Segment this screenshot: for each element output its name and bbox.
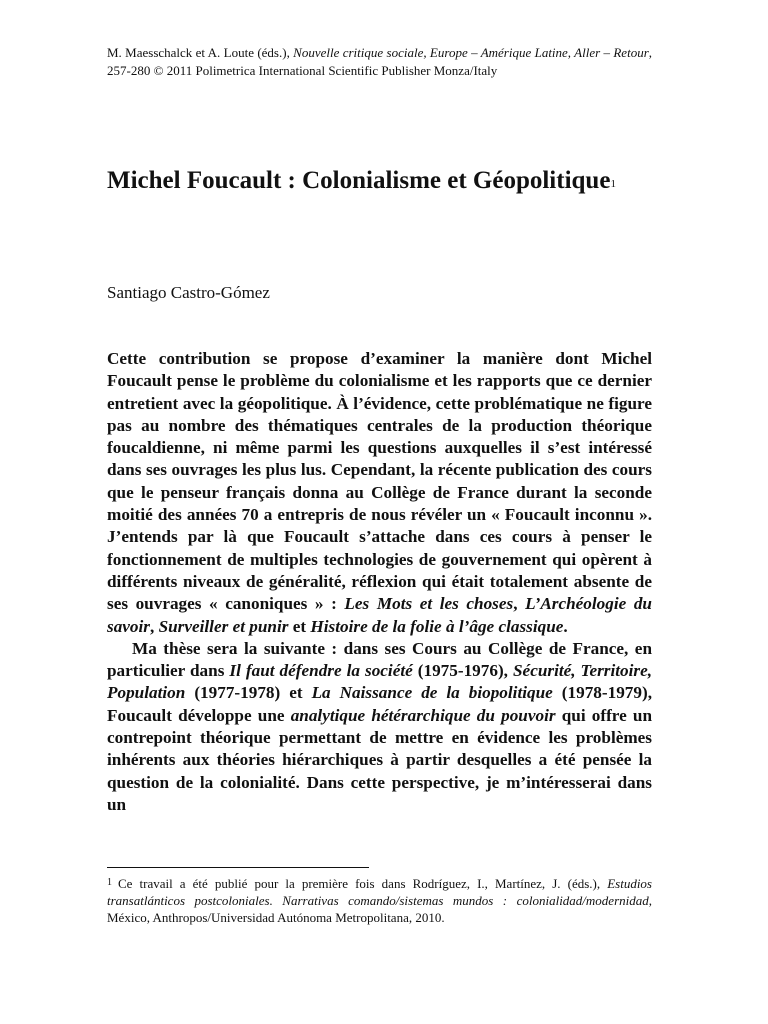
italic-title: Surveiller et punir	[158, 616, 289, 636]
text-run: ,	[149, 616, 159, 636]
text-run: .	[563, 616, 568, 636]
text-run: Cette contribution se propose d’examiner la manière dont Michel Foucault pense le problème du colonialisme et les rapports que ce dernier entretient avec la géopolitique. À l’évidence, cette problématique ne figure pas au nombre des thématiques centrales de la production théorique foucaldienne, ni même parmi les questions auxquelles il s’est intéressé dans ses ouvrages les plus lus. Cependant, la récente publication des cours que le penseur français donna au Collège de France durant la seconde moitié des années 70 a entrepris de nous révéler un « Foucault inconnu ». J’entends par là que Foucault s’attache dans ces cours à penser le fonctionnement de multiples technologies de gouvernement qui opèrent à différents niveaux de généralité, réflexion qui était totalement absente de ses ouvrages « canoniques » :	[107, 349, 652, 614]
paragraph-1	[107, 348, 652, 638]
footnote-1	[107, 875, 652, 926]
article-body	[107, 348, 652, 816]
footnote-divider	[107, 867, 369, 868]
text-run: Ma thèse sera la suivante : dans ses Cours au Collège de France, en particulier dans	[107, 638, 652, 681]
citation-header	[107, 44, 652, 80]
italic-title: Les Mots et les choses	[344, 594, 514, 614]
italic-title: Sécurité, Territoire, Population	[107, 661, 653, 703]
citation-publisher: , 257-280 © 2011 Polimetrica International Scientific Publisher Monza/Italy	[107, 45, 653, 78]
text-run: (1975-1976),	[412, 661, 513, 681]
footnote-mark: 1	[107, 877, 112, 888]
text-run: qui offre un contrepoint théorique permettant de mettre en évidence les problèmes inhérents aux théories hiérarchiques à partir desquelles a été pensée la question de la colonialité. Dans cette perspective, je m’intéresserai dans un	[107, 705, 653, 814]
article-title-text: Michel Foucault : Colonialisme et Géopolitique	[107, 167, 611, 194]
citation-book-title: Nouvelle critique sociale, Europe – Amérique Latine, Aller – Retour	[293, 45, 649, 60]
footnote-text: Ce travail a été publié pour la première fois dans Rodríguez, I., Martínez, J. (éds.),	[118, 876, 608, 891]
footnote-text: , México, Anthropos/Universidad Autónoma Metropolitana, 2010.	[107, 893, 652, 925]
footnote-italic-title: Estudios transatlánticos postcoloniales. Narrativas comando/sistemas mundos : colonialidad/modernidad	[107, 876, 652, 908]
italic-title: La Naissance de la biopolitique	[311, 683, 553, 703]
italic-title: Il faut défendre la société	[229, 661, 413, 681]
text-run: et	[288, 616, 311, 636]
article-author: Santiago Castro-Gómez	[107, 283, 270, 302]
text-run: (1977-1978) et	[185, 683, 312, 703]
article-title	[107, 165, 652, 197]
italic-term: analytique hétérarchique du pouvoir	[290, 705, 556, 725]
italic-title: L’Archéologie du savoir	[107, 594, 652, 636]
citation-authors: M. Maesschalck et A. Loute (éds.),	[107, 45, 294, 60]
text-run: ,	[513, 594, 526, 614]
paragraph-2	[107, 638, 652, 816]
title-footnote-mark: 1	[610, 178, 616, 190]
text-run: (1978-1979), Foucault développe une	[107, 683, 652, 725]
italic-title: Histoire de la folie à l’âge classique	[310, 616, 564, 636]
